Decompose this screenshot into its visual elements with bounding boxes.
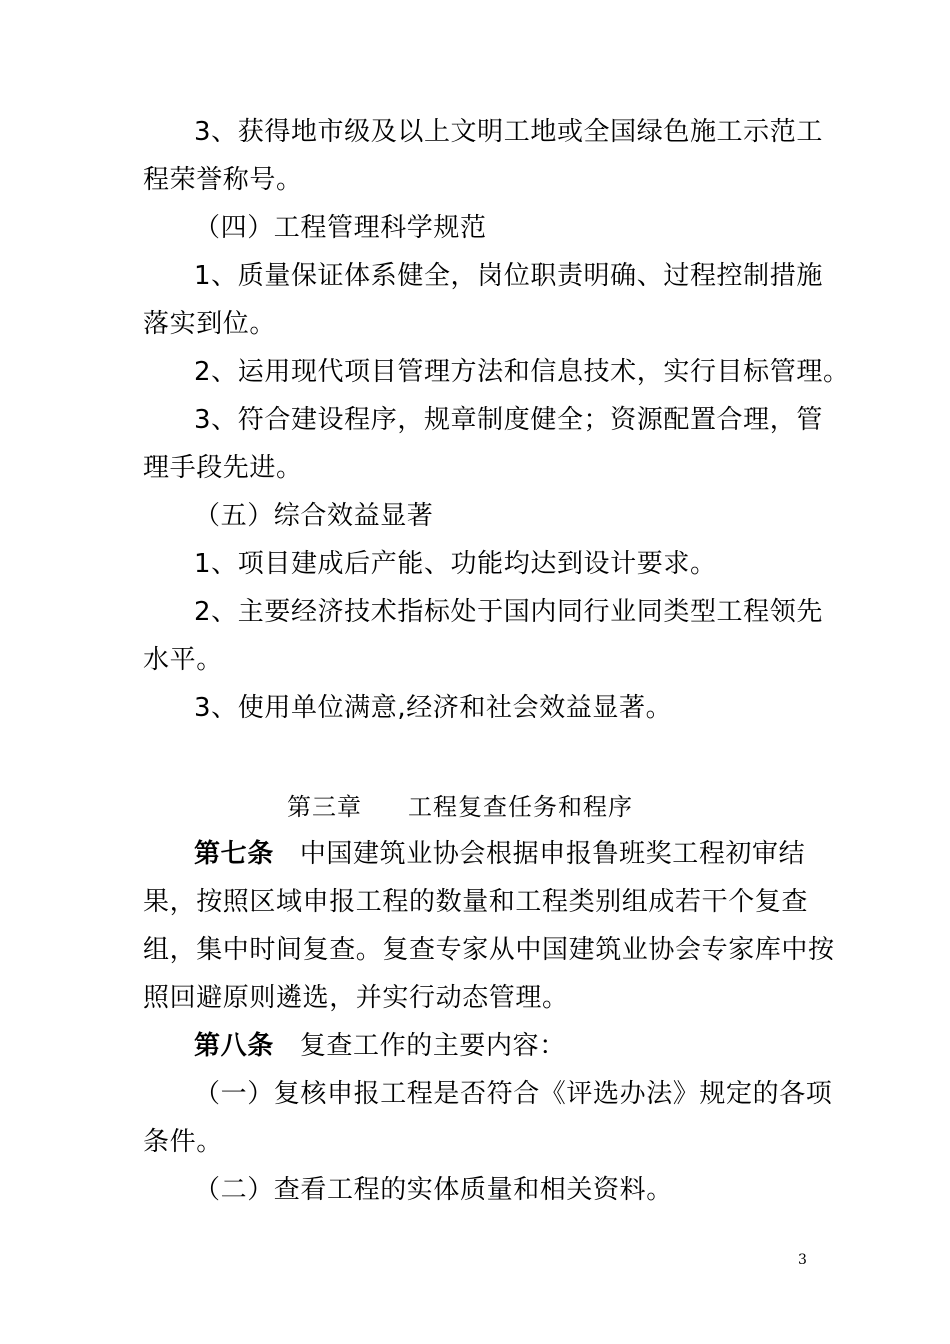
paragraph-line: 理手段先进。 [143,453,303,483]
article-8-text: 复查工作的主要内容： [299,1031,566,1061]
paragraph-line: 2、主要经济技术指标处于国内同行业同类型工程领先 [194,597,823,627]
paragraph-line: 落实到位。 [143,309,277,339]
paragraph-line: 条件。 [143,1127,223,1157]
paragraph-line: 2、运用现代项目管理方法和信息技术，实行目标管理。 [194,357,850,387]
chapter-heading [287,789,633,825]
page-number: 3 [798,1252,807,1268]
paragraph-line: 1、质量保证体系健全，岗位职责明确、过程控制措施 [194,261,823,291]
paragraph-line: 水平。 [143,645,223,675]
article-7-first-line [194,836,805,872]
paragraph-line: 组，集中时间复查。复查专家从中国建筑业协会专家库中按 [143,935,835,965]
paragraph-line: 3、获得地市级及以上文明工地或全国绿色施工示范工 [194,117,823,147]
section-heading: （五）综合效益显著 [194,501,434,531]
paragraph-line: 果，按照区域申报工程的数量和工程类别组成若干个复查 [143,887,809,917]
paragraph-line: （一）复核申报工程是否符合《评选办法》规定的各项 [194,1079,833,1109]
paragraph-line: 3、使用单位满意,经济和社会效益显著。 [194,693,673,723]
article-8-line [194,1028,566,1064]
article-7-label: 第七条 [194,839,274,869]
paragraph-line: 照回避原则遴选，并实行动态管理。 [143,983,569,1013]
paragraph-line: 1、项目建成后产能、功能均达到设计要求。 [194,549,717,579]
paragraph-line: 程荣誉称号。 [143,165,303,195]
paragraph-line: 3、符合建设程序，规章制度健全；资源配置合理，管 [194,405,823,435]
chapter-number: 第三章 [287,793,362,821]
article-7-text: 中国建筑业协会根据申报鲁班奖工程初审结 [299,839,806,869]
paragraph-line: （二）查看工程的实体质量和相关资料。 [194,1175,673,1205]
article-8-label: 第八条 [194,1031,274,1061]
chapter-title: 工程复查任务和程序 [408,793,633,821]
section-heading: （四）工程管理科学规范 [194,213,487,243]
